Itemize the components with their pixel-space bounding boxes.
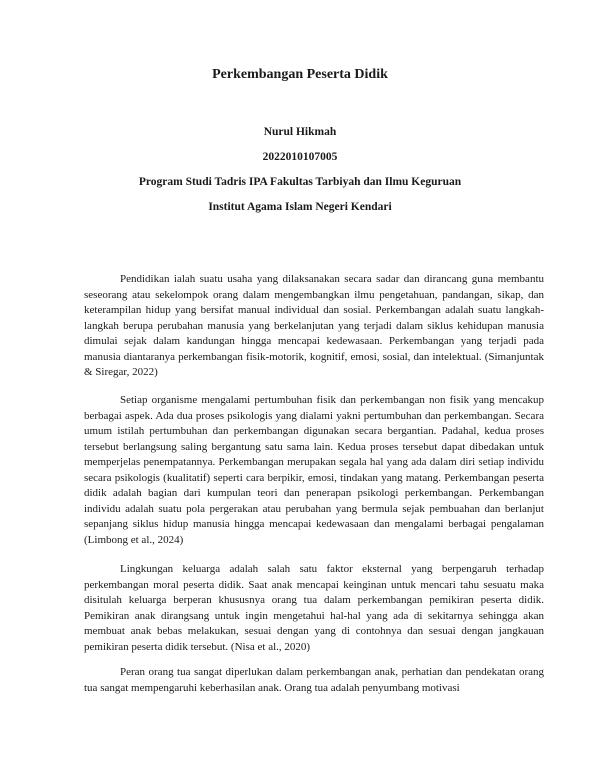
paragraph-2-text: Setiap organisme mengalami pertumbuhan fisik dan perkembangan non fisik yang mencakup berbagai aspek. Ada dua proses psikologis yang dialami yakni pertumbuhan dan perkembangan. Secara umum istilah pertumbuhan dan perkembangan digunakan secara bergantian. Padahal, kedua proses tersebut berlangsung saling bergantung satu sama lain. Kedua proses tersebut dapat dibedakan untuk memperjelas penempatannya. Perkembangan merupakan segala hal yang ada dalam diri setiap individu secara psikologis (kualitatif) seperti cara berpikir, emosi, tindakan yang matang. Perkembangan peserta didik adalah bagian dari kumpulan teori dan penerapan psikologi perkembangan. Perkembangan individu adalah suatu pola pergerakan atau perubahan yang bermula sejak pembuahan dan berlanjut sepanjang siklus hidup manusia hingga mencapai kedewasaan dan mengalami berbagai pengalaman (Limbong et al., 2024) <box>84 394 544 546</box>
paragraph-4 <box>84 665 544 696</box>
paragraph-3 <box>84 562 544 655</box>
study-program: Program Studi Tadris IPA Fakultas Tarbiyah dan Ilmu Keguruan <box>138 176 462 188</box>
paragraph-3-text: Lingkungan keluarga adalah salah satu faktor eksternal yang berpengaruh terhadap perkembangan moral peserta didik. Saat anak mencapai keinginan untuk mencari tahu sesuatu maka disitulah keluarga berperan khususnya orang tua dalam perkembangan pemikiran peserta didik. Pemikiran anak dirangsang untuk ingin mengetahui hal-hal yang ada di sekitarnya sehingga akan membuat anak bebas melakukan, sesuai dengan yang di contohnya dan sesuai dengan jangkauan pemikiran peserta didik tersebut. (Nisa et al., 2020) <box>84 563 544 653</box>
paragraph-1 <box>84 272 544 381</box>
institution-name: Institut Agama Islam Negeri Kendari <box>208 201 392 213</box>
document-title: Perkembangan Peserta Didik <box>212 67 388 82</box>
student-id: 2022010107005 <box>262 151 338 163</box>
paragraph-4-text: Peran orang tua sangat diperlukan dalam perkembangan anak, perhatian dan pendekatan orang tua sangat mempengaruhi keberhasilan anak. Orang tua adalah penyumbang motivasi <box>84 666 544 694</box>
paragraph-1-text: Pendidikan ialah suatu usaha yang dilaksanakan secara sadar dan dirancang guna membantu seseorang atau sekelompok orang dalam mengembangkan ilmu pengetahuan, pandangan, sikap, dan keterampilan hidup yang bersifat manual individual dan sosial. Perkembangan adalah suatu langkah-langkah berupa perubahan manusia yang berkelanjutan yang terjadi dalam siklus kehidupan manusia dimulai sejak dalam kandungan hingga mencapai kedewasaan. Perkembangan yang terjadi pada manusia diantaranya perkembangan fisik-motorik, kognitif, emosi, sosial, dan intelektual. (Simanjuntak & Siregar, 2022) <box>84 273 544 378</box>
author-name: Nurul Hikmah <box>263 126 337 138</box>
paragraph-2 <box>84 393 544 548</box>
